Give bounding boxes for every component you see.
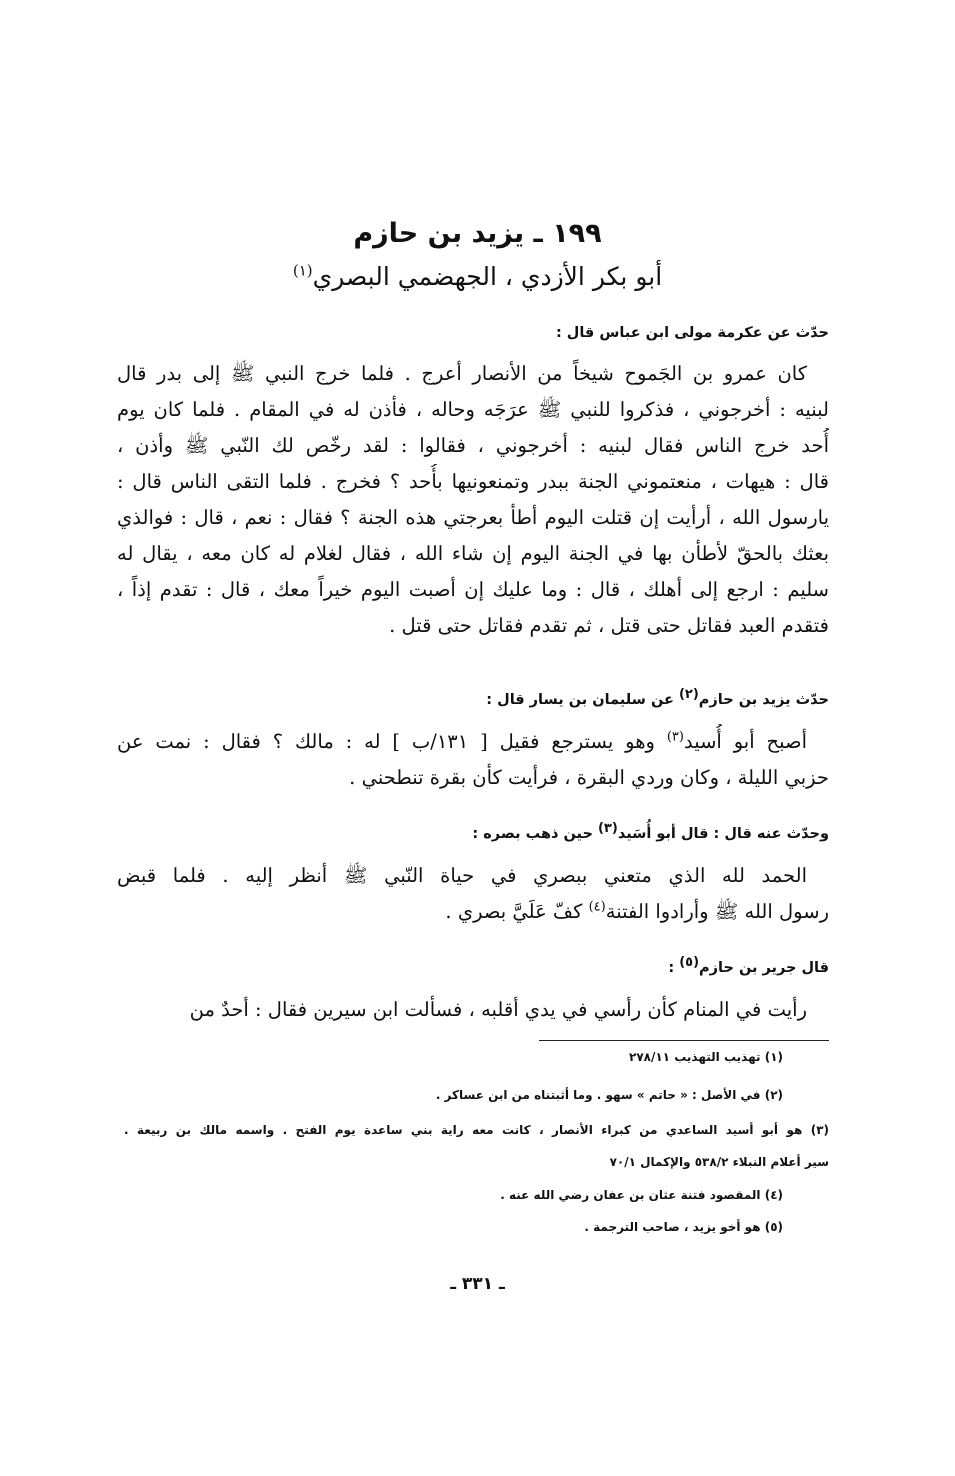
footnote-3-continuation: سير أعلام النبلاء ٥٣٨/٢ والإكمال ٧٠/١ bbox=[609, 1155, 829, 1169]
paragraph-line: الحمد لله الذي متعني ببصري في حياة النّبي ﷺ أنظر إليه . فلما قبض bbox=[117, 864, 807, 887]
footnote-ref-2: (٢) bbox=[678, 687, 699, 703]
paragraph-line: يارسول الله ، أرأيت إن قتلت اليوم أطأ بعرجتي هذه الجنة ؟ فقال : نعم ، قال : فوالذي bbox=[117, 506, 829, 529]
lead-text: عن سليمان بن يسار قال : bbox=[486, 692, 679, 708]
lead-text: حدّث يزيد بن حازم bbox=[698, 692, 829, 708]
paragraph-line: رسول الله ﷺ وأرادوا الفتنة$^{(٤)}$ كفّ عَلَيَّ بصري . bbox=[445, 899, 829, 923]
lead-text: : bbox=[668, 960, 680, 976]
narration-lead-4 bbox=[119, 955, 829, 976]
narration-lead-2 bbox=[119, 687, 829, 708]
lead-text: وحدّث عنه قال : قال أبو أُسَيد bbox=[617, 826, 829, 842]
paragraph-line: حزبي الليلة ، وكان وردي البقرة ، فرأيت كأن بقرة تنطحني . bbox=[349, 766, 829, 789]
paragraph-line: قال : هيهات ، منعتموني الجنة ببدر وتمنعونيها بأُحد ؟ فخرج . فلما التقى الناس قال : bbox=[117, 470, 829, 493]
footnote-2: (٢) في الأصل : « حاتم » سهو . وما أثبتناه من ابن عساكر . bbox=[435, 1088, 783, 1102]
narration-paragraph-2 bbox=[117, 724, 829, 796]
footnote-ref-4: (٤) bbox=[588, 899, 606, 915]
narration-lead-3 bbox=[119, 821, 829, 842]
lead-text: حين ذهب بصره : bbox=[472, 826, 598, 842]
footnote-ref-1: (١) bbox=[292, 261, 313, 280]
lead-text: قال جرير بن حازم bbox=[699, 960, 829, 976]
footnote-4: (٤) المقصود فتنة عثان بن عفان رضي الله عنه . bbox=[500, 1188, 783, 1202]
paragraph-line: كان عمرو بن الجَموح شيخاً من الأنصار أعرج . فلما خرج النبي ﷺ إلى بدر قال bbox=[117, 362, 807, 385]
page-number: ـ ٣٣١ ـ bbox=[450, 1274, 505, 1294]
subtitle-text: أبو بكر الأزدي ، الجهضمي البصري bbox=[312, 262, 663, 291]
narration-paragraph-1 bbox=[117, 356, 829, 644]
entry-subtitle bbox=[0, 262, 955, 291]
paragraph-line: سليم : ارجع إلى أهلك ، قال : وما عليك إن أصبت اليوم خيراً معك ، قال : تقدم إذاً ، bbox=[117, 578, 829, 601]
paragraph-line: بعثك بالحقّ لأطأن بها في الجنة اليوم إن شاء الله ، فقال لغلام له كان معه ، يقال له bbox=[117, 542, 829, 565]
narration-paragraph-4 bbox=[117, 992, 829, 1028]
footnote-1: (١) تهذيب التهذيب ٢٧٨/١١ bbox=[629, 1050, 783, 1064]
footnote-3: (٣) هو أبو أسيد الساعدي من كبراء الأنصار ، كانت معه راية بني ساعدة يوم الفتح . واسمه مالك بن ربيعة . bbox=[124, 1123, 829, 1137]
footnote-ref-5: (٥) bbox=[679, 955, 700, 971]
paragraph-line: أُحد خرج الناس فقال لبنيه : أخرجوني ، فقالوا : لقد رخّص لك النّبي ﷺ وأذن ، bbox=[117, 434, 829, 457]
footnote-ref-3b: (٣) bbox=[597, 821, 618, 837]
narration-lead-1: حدّث عن عكرمة مولى ابن عباس قال : bbox=[555, 325, 829, 341]
paragraph-line: رأيت في المنام كأن رأسي في يدي أقلبه ، فسألت ابن سيرين فقال : أحدٌ من bbox=[189, 998, 807, 1021]
narration-paragraph-3 bbox=[117, 858, 829, 930]
footnote-ref-3: (٣) bbox=[666, 729, 684, 745]
entry-title: ١٩٩ ـ يزيد بن حازم bbox=[353, 218, 602, 249]
paragraph-line: لبنيه : أخرجوني ، فذكروا للنبي ﷺ عرَجَه وحاله ، فأذن له في المقام . فلما كان يوم bbox=[117, 398, 829, 421]
footnote-divider bbox=[539, 1040, 829, 1041]
paragraph-line: فتقدم العبد فقاتل حتى قتل ، ثم تقدم فقاتل حتى قتل . bbox=[389, 614, 829, 637]
paragraph-line: أصبح أبو أُسيد$^{(٣)}$ وهو يسترجع فقيل [ ١٣١/ب ] له : مالك ؟ فقال : نمت عن bbox=[117, 729, 807, 753]
footnote-5: (٥) هو أخو يزيد ، صاحب الترجمة . bbox=[584, 1220, 783, 1234]
